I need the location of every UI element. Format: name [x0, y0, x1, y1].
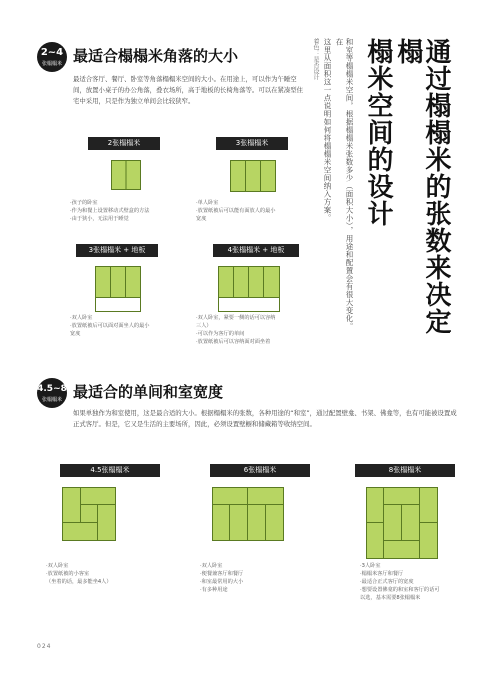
floor-plan-2-tatami — [111, 160, 141, 190]
section-badge: 2~4 张榻榻米 — [37, 42, 67, 72]
section-title: 最适合的单间和室宽度 — [73, 383, 224, 401]
plan-card-6-tatami — [210, 464, 310, 477]
card-heading: 4张榻榻米 + 地板 — [213, 244, 299, 257]
title-note: 着色：是否设计 — [312, 38, 319, 80]
card-heading: 3张榻榻米 + 地板 — [76, 244, 158, 257]
subtitle-line-2: 这里从面积这一点说明如何将榻榻米空间纳入方案。 — [323, 38, 332, 222]
plan-card-4-5-tatami — [60, 464, 160, 477]
main-title-line-2: 榻米空间的设计 — [363, 38, 393, 227]
card-heading: 8张榻榻米 — [355, 464, 455, 477]
floor-plan-3-tatami-floor — [95, 266, 141, 312]
section-4-5-8-tatami — [37, 378, 477, 448]
card-heading: 4.5张榻榻米 — [60, 464, 160, 477]
section-title: 最适合榻榻米角落的大小 — [73, 47, 239, 65]
section-2-4-tatami — [37, 42, 377, 122]
floor-plan-4-tatami-floor — [218, 266, 280, 312]
section-description: 最适合客厅、餐厅、卧室等角落榻榻米空间的大小。在用途上，可以作为午睡空间，放置小桌子的办公角落，叠衣场所，高于地板的长椅角落等。可以在紧凑型住宅中采用，只是作为独立单间会比较狭窄。 — [73, 75, 304, 105]
subtitle-line-1: 和室等榻榻米空间，根据榻榻米张数多少（面积大小），用途和配置会有很大变化。在 — [335, 38, 354, 331]
floor-plan-3-tatami — [230, 160, 276, 192]
notes-8-tatami: ·3人卧室 ·榻榻米客厅和餐厅 ·最适合正式客厅的宽度 ·想要设置佛龛的和室和客厅的话可 以选，基本需要8张榻榻米 — [360, 563, 440, 601]
section-badge: 4.5~8 张榻榻米 — [37, 378, 67, 408]
card-heading: 6张榻榻米 — [210, 464, 310, 477]
page-number: 024 — [37, 643, 52, 650]
main-title-line-1: 通过榻榻米的张数来决定榻 — [393, 38, 451, 335]
notes-2-tatami: ·孩子的卧室 ·作为和餐上设置移动式壁盒的方法 ·由于狭小，无法用于睡觉 — [70, 200, 150, 222]
plan-card-3-tatami — [216, 137, 288, 150]
notes-3-tatami: ·单人卧室 ·放置纸被后可以能有面放人的最小 宽度 — [196, 200, 276, 222]
plan-card-8-tatami — [355, 464, 455, 477]
floor-plan-6-tatami — [212, 487, 284, 541]
card-heading: 3张榻榻米 — [216, 137, 288, 150]
notes-6-tatami: ·双人卧室 ·便餐兼客厅和餐厅 ·和室最常用的大小 ·有多种用途 — [200, 563, 244, 593]
floor-plan-4-5-tatami — [62, 487, 116, 541]
plan-card-2-tatami — [88, 137, 160, 150]
notes-4-tatami-floor: ·双人卧室，紧要一侧的话可以容纳 三人） ·可以作为客厅的单间 ·放置纸被后可以容纳面对面坐着 — [196, 315, 276, 345]
notes-4-5-tatami: ·双人卧室 ·放置纸被的小客室 （坐着的话，最多能坐4人） — [46, 563, 112, 585]
floor-plan-8-tatami — [366, 487, 438, 559]
card-heading: 2张榻榻米 — [88, 137, 160, 150]
section-description: 如果单独作为和室使用，这是最合适的大小。根据榻榻米的张数，各种用途的“和室”，通过配置壁龛、书架、佛龛等，也有可能被设置成正式客厅。但是，它又是生活的主要场所，因此，必须设置壁橱和储藏箱等收纳空间。 — [73, 409, 457, 428]
notes-3-tatami-floor: ·双人卧室 ·放置纸被后可以面对面坐人的最小 宽度 — [70, 315, 150, 337]
plan-card-3-tatami-floor — [76, 244, 158, 257]
plan-card-4-tatami-floor — [213, 244, 299, 257]
